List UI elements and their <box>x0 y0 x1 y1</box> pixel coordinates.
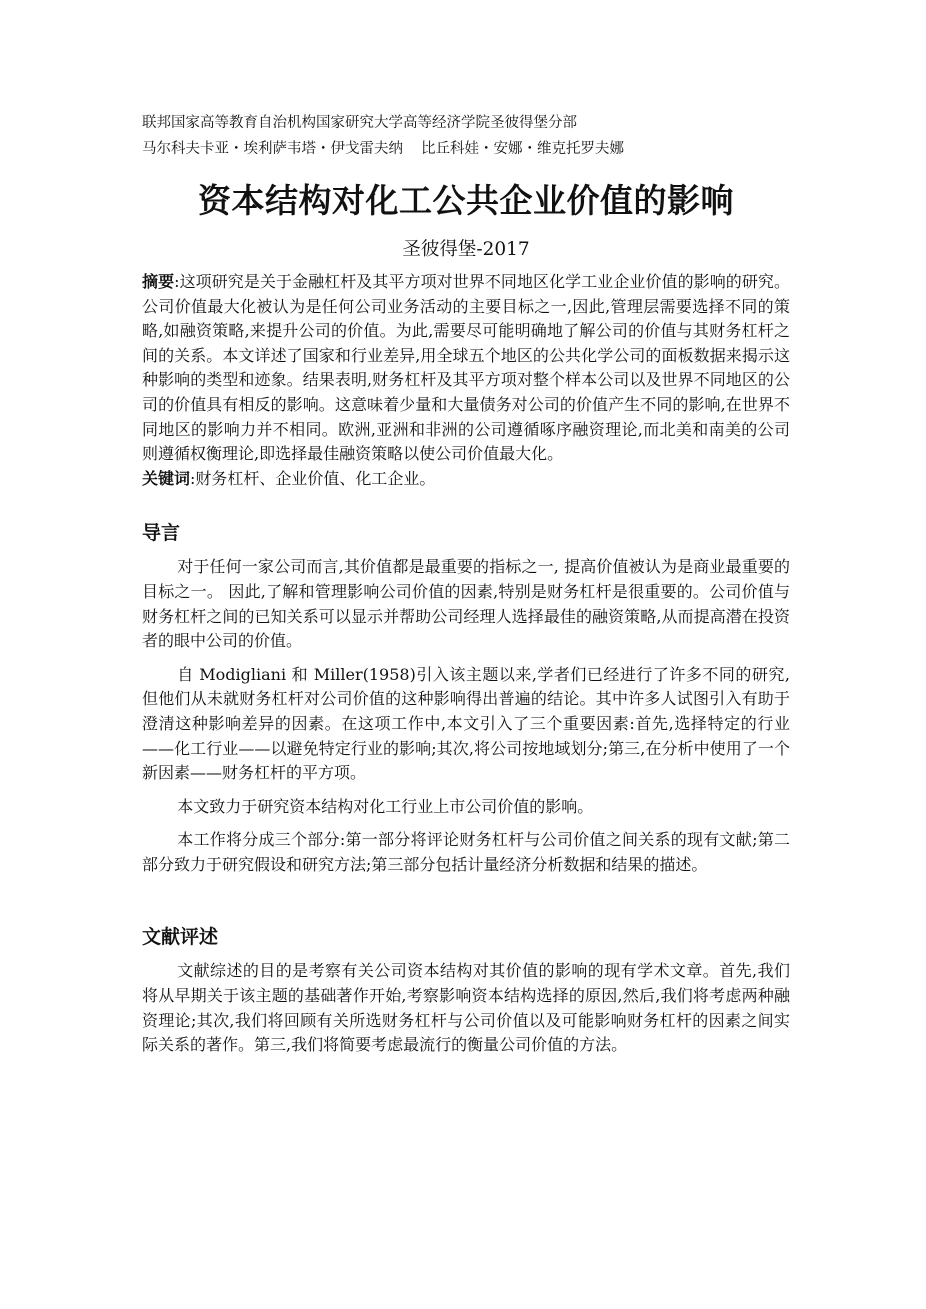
author-2: 比丘科娃・安娜・维克托罗夫娜 <box>421 141 624 157</box>
paragraph: 文献综述的目的是考察有关公司资本结构对其价值的影响的现有学术文章。首先,我们将从早期关于该主题的基础著作开始,考察影响资本结构选择的原因,然后,我们将考虑两种融资理论;其次,我们将回顾有关所选财务杠杆与公司价值以及可能影响财务杠杆的因素之间实际关系的著作。第三,我们将简要考虑最流行的衡量公司价值的方法。 <box>142 961 790 1055</box>
author-1: 马尔科夫卡亚・埃利萨韦塔・伊戈雷夫纳 <box>142 141 403 157</box>
keywords <box>142 467 790 492</box>
section-heading-introduction: 导言 <box>142 522 181 545</box>
paragraph: 自 Modigliani 和 Miller(1958)引入该主题以来,学者们已经进行了许多不同的研究,但他们从未就财务杠杆对公司价值的这种影响得出普遍的结论。其中许多人试图引入有助于澄清这种影响差异的因素。在这项工作中,本文引入了三个重要因素:首先,选择特定的行业——化工行业——以避免特定行业的影响;其次,将公司按地域划分;第三,在分析中使用了一个新因素——财务杠杆的平方项。 <box>142 664 790 783</box>
abstract-label: 摘要 <box>142 272 175 291</box>
paragraph: 本文致力于研究资本结构对化工行业上市公司价值的影响。 <box>177 796 594 816</box>
keywords-label: 关键词 <box>142 468 191 488</box>
affiliation: 联邦国家高等教育自治机构国家研究大学高等经济学院圣彼得堡分部 <box>142 115 577 131</box>
place-year: 圣彼得堡-2017 <box>402 239 530 260</box>
section-heading-literature-review: 文献评述 <box>142 926 219 949</box>
author-line <box>142 136 790 162</box>
paragraph: 本工作将分成三个部分:第一部分将评论财务杠杆与公司价值之间关系的现有文献;第二部分致力于研究假设和研究方法;第三部分包括计量经济分析数据和结果的描述。 <box>142 830 790 874</box>
abstract-text: :这项研究是关于金融杠杆及其平方项对世界不同地区化学工业企业价值的影响的研究。公司价值最大化被认为是任何公司业务活动的主要目标之一,因此,管理层需要选择不同的策略,如融资策略,来提升公司的价值。为此,需要尽可能明确地了解公司的价值与其财务杠杆之间的关系。本文详述了国家和行业差异,用全球五个地区的公共化学公司的面板数据来揭示这种影响的类型和迹象。结果表明,财务杠杆及其平方项对整个样本公司以及世界不同地区的公司的价值具有相反的影响。这意味着少量和大量债务对公司的价值产生不同的影响,在世界不同地区的影响力并不相同。欧洲,亚洲和非洲的公司遵循啄序融资理论,而北美和南美的公司则遵循权衡理论,即选择最佳融资策略以使公司价值最大化。 <box>142 272 790 464</box>
keywords-text: :财务杠杆、企业价值、化工企业。 <box>190 468 436 488</box>
abstract <box>142 270 790 467</box>
paragraph: 对于任何一家公司而言,其价值都是最重要的指标之一, 提高价值被认为是商业最重要的目标之一。 因此,了解和管理影响公司价值的因素,特别是财务杠杆是很重要的。公司价值与财务杠杆之间的已知关系可以显示并帮助公司经理人选择最佳的融资策略,从而提高潜在投资者的眼中公司的价值。 <box>142 557 790 651</box>
paper-title: 资本结构对化工公共企业价值的影响 <box>198 181 734 220</box>
paper-page <box>142 110 790 1058</box>
